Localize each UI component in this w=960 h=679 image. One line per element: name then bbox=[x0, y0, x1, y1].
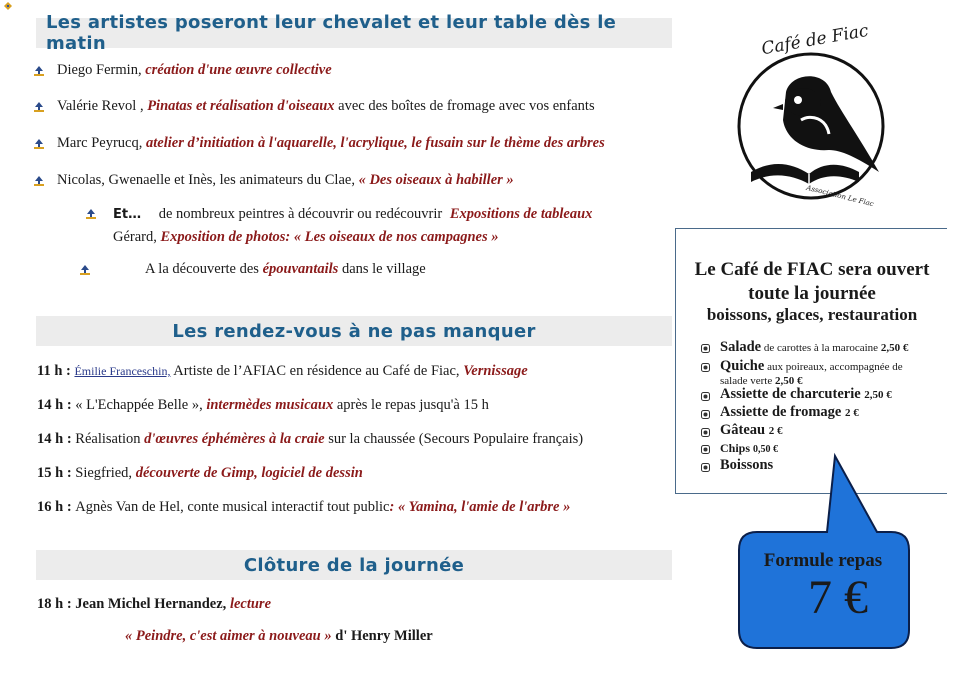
gerard-activity: Exposition de photos: « Les oiseaux de nos campagnes » bbox=[160, 229, 499, 245]
artists-header: Les artistes poseront leur chevalet et leur table dès le matin bbox=[36, 18, 672, 48]
closing-quote bbox=[125, 628, 433, 645]
menu-item bbox=[720, 422, 782, 439]
menu-item-detail2: salade verte bbox=[720, 375, 775, 387]
menu-bullet-icon bbox=[701, 463, 710, 472]
menu-bullet-icon bbox=[701, 410, 710, 419]
closing-time: 18 h : bbox=[37, 596, 76, 612]
menu-item-price: 2,50 € bbox=[880, 342, 909, 354]
cafe-subtitle: boissons, glaces, restauration bbox=[706, 305, 918, 324]
closing-activity: lecture bbox=[229, 596, 272, 612]
closing-header: Clôture de la journée bbox=[36, 550, 672, 580]
menu-item-label: Gâteau bbox=[720, 422, 769, 438]
schedule-time: 16 h : bbox=[37, 499, 76, 515]
rendezvous-header: Les rendez-vous à ne pas manquer bbox=[36, 316, 672, 346]
formule-price: 7 € bbox=[808, 571, 868, 624]
scare-activity: épouvantails bbox=[262, 261, 339, 277]
schedule-item bbox=[37, 465, 363, 482]
arrow-bullet-icon bbox=[34, 139, 44, 149]
scare-suffix: dans le village bbox=[338, 261, 426, 277]
artist-activity: création d'une œuvre collective bbox=[145, 62, 332, 78]
arrow-bullet-icon bbox=[34, 102, 44, 112]
schedule-text: Réalisation bbox=[75, 431, 145, 447]
schedule-time: 15 h : bbox=[37, 465, 76, 481]
et-activity: Expositions de tableaux bbox=[449, 206, 593, 222]
menu-item-label: Quiche bbox=[720, 358, 765, 374]
artist-detail: avec des boîtes de fromage avec vos enfants bbox=[334, 98, 595, 114]
menu-item bbox=[720, 386, 892, 403]
schedule-activity: d'œuvres éphémères à la craie bbox=[144, 431, 325, 447]
menu-item-price: 2 € bbox=[844, 407, 859, 419]
artist-name: Diego Fermin, bbox=[57, 62, 146, 78]
arrow-bullet-icon bbox=[34, 66, 44, 76]
menu-item-label: Boissons bbox=[720, 457, 774, 473]
schedule-item bbox=[37, 431, 583, 448]
list-item bbox=[57, 135, 605, 152]
list-item bbox=[113, 229, 498, 246]
schedule-item bbox=[37, 499, 570, 516]
schedule-tail: sur la chaussée (Secours Populaire français) bbox=[324, 431, 584, 447]
cafe-title-line2: toute la journée bbox=[748, 283, 876, 304]
menu-item-price: 0,50 € bbox=[753, 444, 779, 455]
schedule-item bbox=[37, 397, 489, 414]
menu-item-price: 2 € bbox=[768, 425, 783, 437]
artist-name: Marc Peyrucq, bbox=[57, 135, 146, 151]
schedule-text: Artiste de l’AFIAC en résidence au Café de Fiac, bbox=[170, 363, 464, 379]
artist-name: Nicolas, Gwenaelle et Inès, les animateurs du Clae, bbox=[57, 172, 359, 188]
schedule-activity: : « Yamina, l'amie de l'arbre » bbox=[389, 499, 571, 515]
schedule-text: Siegfried, bbox=[75, 465, 136, 481]
list-item bbox=[57, 62, 332, 79]
list-item bbox=[145, 261, 426, 278]
arrow-bullet-icon bbox=[34, 176, 44, 186]
logo-subtitle: Association Le Fiac bbox=[805, 183, 875, 209]
closing-item bbox=[37, 596, 271, 613]
list-item bbox=[57, 172, 514, 189]
closing-name: Jean Michel Hernandez, bbox=[75, 596, 230, 612]
menu-item-label: Assiette de charcuterie bbox=[720, 386, 865, 402]
schedule-tail: après le repas jusqu'à 15 h bbox=[333, 397, 489, 413]
menu-item-label: Assiette de fromage bbox=[720, 404, 845, 420]
menu-item-label: Salade bbox=[720, 339, 762, 355]
gerard-name: Gérard, bbox=[113, 229, 161, 245]
menu-item bbox=[720, 339, 908, 356]
menu-bullet-icon bbox=[701, 344, 710, 353]
menu-item-price: 2,50 € bbox=[774, 375, 803, 387]
formule-label: Formule repas bbox=[763, 550, 883, 571]
schedule-activity: Vernissage bbox=[463, 363, 528, 379]
schedule-time: 11 h : bbox=[37, 363, 75, 379]
artist-name: Valérie Revol , bbox=[57, 98, 148, 114]
menu-bullet-icon bbox=[701, 445, 710, 454]
quote-author: d' Henry Miller bbox=[331, 628, 433, 644]
schedule-time: 14 h : bbox=[37, 397, 76, 413]
cafe-title-line1: Le Café de FIAC sera ouvert bbox=[694, 259, 930, 280]
schedule-time: 14 h : bbox=[37, 431, 76, 447]
schedule-text: « L'Echappée Belle », bbox=[75, 397, 207, 413]
list-item bbox=[57, 98, 595, 115]
menu-item-price: 2,50 € bbox=[864, 389, 892, 401]
et-text: de nombreux peintres à découvrir ou redécouvrir bbox=[158, 206, 443, 222]
scare-prefix: A la découverte des bbox=[145, 261, 263, 277]
menu-bullet-icon bbox=[701, 428, 710, 437]
artist-activity: « Des oiseaux à habiller » bbox=[358, 172, 514, 188]
schedule-text: Agnès Van de Hel, conte musical interactif tout public bbox=[75, 499, 390, 515]
schedule-activity: découverte de Gimp, logiciel de dessin bbox=[135, 465, 363, 481]
schedule-activity: intermèdes musicaux bbox=[206, 397, 334, 413]
artist-link[interactable]: Émilie Franceschin, bbox=[74, 364, 171, 378]
menu-bullet-icon bbox=[701, 392, 710, 401]
schedule-item bbox=[37, 363, 528, 380]
menu-item-label: Chips bbox=[720, 441, 754, 455]
corner-mark-icon bbox=[4, 2, 12, 10]
list-item bbox=[113, 206, 592, 223]
arrow-bullet-icon bbox=[80, 265, 90, 275]
menu-item-detail: de carottes à la marocaine bbox=[761, 342, 881, 354]
artist-activity: atelier d’initiation à l'aquarelle, l'acrylique, le fusain sur le thème des arbres bbox=[145, 135, 605, 151]
menu-item bbox=[720, 404, 859, 421]
logo-title: Café de Fiac bbox=[760, 20, 870, 60]
menu-bullet-icon bbox=[701, 363, 710, 372]
et-label: Et… bbox=[113, 207, 142, 222]
artist-activity: Pinatas et réalisation d'oiseaux bbox=[147, 98, 335, 114]
menu-item-detail: aux poireaux, accompagnée de bbox=[764, 361, 903, 373]
quote-text: « Peindre, c'est aimer à nouveau » bbox=[125, 628, 332, 644]
arrow-bullet-icon bbox=[86, 209, 96, 219]
